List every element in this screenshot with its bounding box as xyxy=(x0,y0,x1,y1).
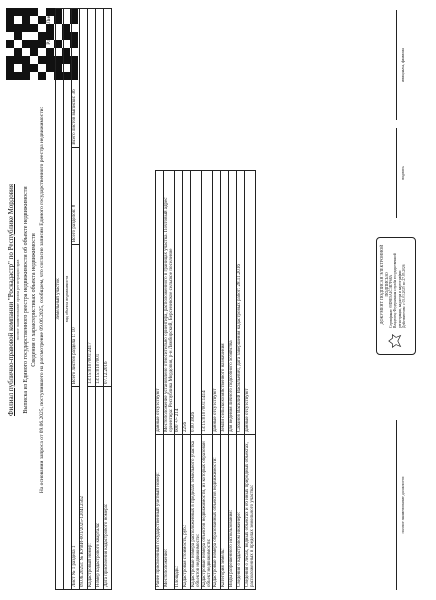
object-type: Земельный участок xyxy=(56,9,64,590)
table-row xyxy=(245,171,256,590)
table-row xyxy=(156,171,164,590)
table-row xyxy=(229,171,237,590)
row-value: 13:15:0107001:1414 xyxy=(202,171,213,435)
name-caption: инициалы, фамилия xyxy=(400,47,405,83)
row-value: Земли сельскохозяйственного назначения xyxy=(221,171,229,435)
object-caption: вид объекта недвижимости xyxy=(64,9,72,590)
stamp-line: Сертификат: 00D9E5A1C3B7F68A xyxy=(389,274,394,328)
row-label: Кадастровая стоимость, руб.: xyxy=(183,435,191,590)
object-table xyxy=(55,8,112,590)
assign-value: 07.12.2016 xyxy=(104,9,112,387)
row-label: Ранее присвоенный государственный учетный номер: xyxy=(156,435,164,590)
sheet-cell: Всего разделов: 8 xyxy=(72,147,80,245)
row-label: Кадастровые номера расположенных в пределах земельного участка объектов недвижимости: xyxy=(191,435,202,590)
row-label: Виды разрешенного использования: xyxy=(229,435,237,590)
stamp-line: Владелец: Федеральная служба государственной регистрации, кадастра и картографии xyxy=(393,253,402,328)
quarter-value: 13:15:0107001 xyxy=(96,9,104,387)
date-number: 09.06.2025г. № КУВИ-001/2025-120412562 xyxy=(80,9,88,590)
row-value: данные отсутствуют xyxy=(156,171,164,435)
row-value: данные отсутствуют xyxy=(245,171,256,435)
sheet-cell: Лист № 1 раздела 1 xyxy=(72,386,80,589)
assign-label: Дата присвоения кадастрового номера: xyxy=(104,386,112,589)
table-row xyxy=(175,171,183,590)
sheet-cell: Всего листов раздела 1: 10 xyxy=(72,245,80,387)
row-value: Сабанов Василий Васильевич, дата завершения кадастровых работ: 28.11.2016 xyxy=(237,171,245,435)
table-row xyxy=(72,9,80,590)
table-row xyxy=(183,171,191,590)
row-value: для ведения личного подсобного хозяйства xyxy=(229,171,237,435)
row-label: Местоположение: xyxy=(164,435,175,590)
table-row xyxy=(237,171,245,590)
row-value: 600 +/- 214 xyxy=(175,171,183,435)
row-label: Кадастровые номера образованных объектов недвижимости: xyxy=(213,435,221,590)
agency-name: Филиал публично-правовой компании "Роскадастр" по Республике Мордовия xyxy=(7,184,15,416)
row-value: 2256 xyxy=(183,171,191,435)
kad-label: Кадастровый номер: xyxy=(88,386,96,589)
signature-block xyxy=(370,8,426,590)
table-row xyxy=(191,171,202,590)
sheet-cell: Всего листов выписки: 36 xyxy=(72,9,80,148)
row-label: Сведения о кадастровом инженере: xyxy=(237,435,245,590)
table-row xyxy=(221,171,229,590)
row-label: Площадь: xyxy=(175,435,183,590)
row-label: Кадастровые номера объектов недвижимости, из которых образован объект недвижимости: xyxy=(202,435,213,590)
row-value: Местоположение установлено относительно ориентира, расположенного в границах участка. Почтовый адрес ориентира: Республика Мордовия, р-н Лямбирский, Берсеневское сельское поселение xyxy=(164,171,175,435)
stamp-line: Действителен: с 03.03.2025 по 27.05.2026 xyxy=(402,264,406,328)
row-value: 0.00 3826 xyxy=(191,171,202,435)
agency-caption: полное наименование органа регистрации прав xyxy=(15,259,20,341)
stamp-title: ДОКУМЕНТ ПОДПИСАН ЭЛЕКТРОННОЙ ПОДПИСЬЮ xyxy=(379,244,390,325)
sign-caption: подпись xyxy=(400,166,405,180)
table-row xyxy=(164,171,175,590)
row-value: данные отсутствуют xyxy=(213,171,221,435)
table-row xyxy=(202,171,213,590)
characteristics-table xyxy=(155,170,256,590)
emblem-icon xyxy=(387,332,405,350)
request-line: На основании запроса от 09.06.2025, поступившего на рассмотрение 09.06.2025, сообщаем, что согласно записям Единого государственного реестра недвижимости: xyxy=(39,106,45,494)
position-caption: полное наименование должности xyxy=(400,476,405,534)
extract-subtitle: Сведения о характеристиках объекта недвижимости xyxy=(31,233,37,367)
quarter-label: Номер кадастрового квартала: xyxy=(96,386,104,589)
row-label: Категория земель: xyxy=(221,435,229,590)
kad-value: 13:15:0107001:2417 xyxy=(88,9,96,387)
section-label: Раздел 1 Лист 1 xyxy=(46,8,52,45)
row-label: Сведения о лесах, водных объектах и об иных природных объектах, расположенных в пределах земельного участка: xyxy=(245,435,256,590)
table-row xyxy=(213,171,221,590)
extract-title: Выписка из Единого государственного реестра недвижимости об объекте недвижимости xyxy=(23,186,29,414)
e-signature-stamp xyxy=(376,237,416,355)
